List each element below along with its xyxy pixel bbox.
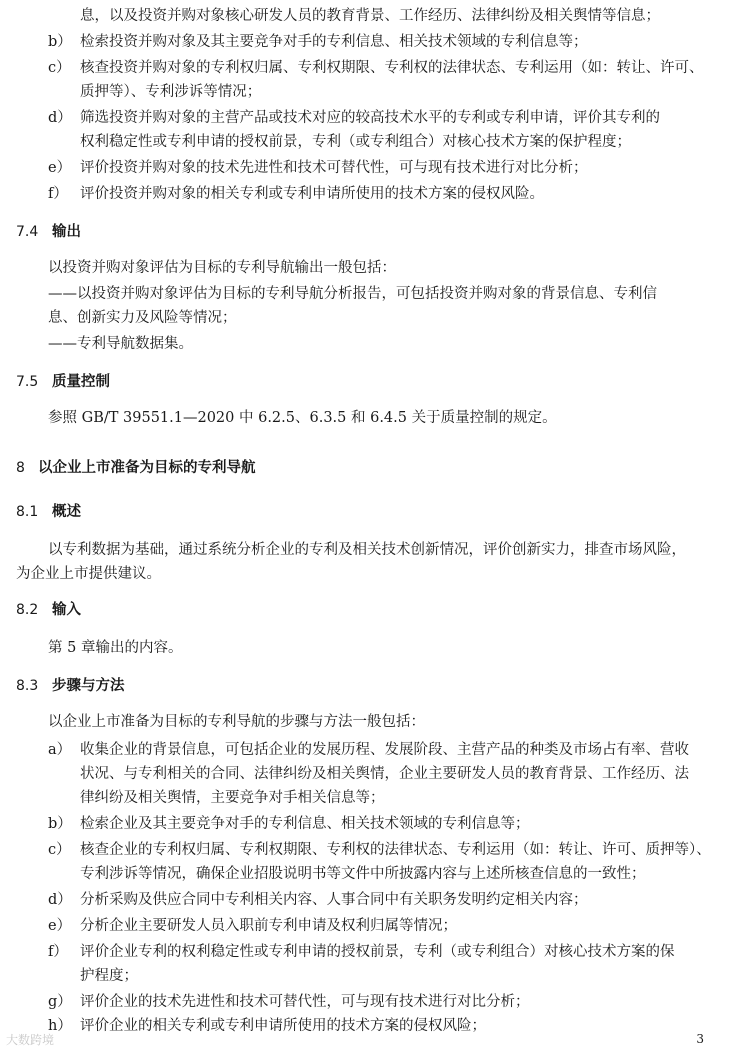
- s75-text: 参照 GB/T 39551.1—2020 中 6.2.5、6.3.5 和 6.4.5 关于质量控制的规定。: [48, 410, 557, 426]
- watermark-logo: 大数跨境: [6, 1033, 55, 1047]
- list-item-e: 评价投资并购对象的技术先进性和技术可替代性，可与现有技术进行对比分析；: [80, 160, 588, 176]
- list-item-c-line2: 质押等）、专利涉诉等情况；: [80, 84, 262, 100]
- s83-label-d: d）: [48, 892, 72, 908]
- s83-item-f-line2: 护程度；: [80, 968, 138, 984]
- s81-line2: 为企业上市提供建议。: [16, 566, 161, 582]
- s83-item-a-line3: 律纠纷及相关舆情，主要竞争对手相关信息等；: [80, 790, 385, 806]
- section-number-7-4: 7.4: [16, 224, 39, 240]
- s83-label-h: h）: [48, 1018, 72, 1034]
- list-label-b: b）: [48, 34, 72, 50]
- s83-item-f-line1: 评价企业专利的权利稳定性或专利申请的授权前景，专利（或专利组合）对核心技术方案的保: [80, 944, 675, 960]
- chapter-number-8: 8: [16, 460, 25, 476]
- list-item-f: 评价投资并购对象的相关专利或专利申请所使用的技术方案的侵权风险。: [80, 186, 544, 202]
- s83-item-a-line2: 状况、与专利相关的合同、法律纠纷及相关舆情，企业主要研发人员的教育背景、工作经历、法: [80, 766, 689, 782]
- s83-item-c-line1: 核查企业的专利权归属、专利权期限、专利权的法律状态、专利运用（如：转让、许可、质押等）、: [80, 842, 711, 858]
- list-label-c: c）: [48, 60, 71, 76]
- section-number-8-2: 8.2: [16, 602, 39, 618]
- s83-label-b: b）: [48, 816, 72, 832]
- s83-label-g: g）: [48, 994, 72, 1010]
- section-title-8-2: 输入: [52, 602, 81, 618]
- s74-dash1-line1: ——以投资并购对象评估为目标的专利导航分析报告，可包括投资并购对象的背景信息、专利信: [48, 286, 657, 302]
- s83-item-h: 评价企业的相关专利或专利申请所使用的技术方案的侵权风险；: [80, 1018, 486, 1034]
- section-number-8-3: 8.3: [16, 678, 39, 694]
- chapter-title-8: 以企业上市准备为目标的专利导航: [38, 460, 256, 476]
- section-title-7-5: 质量控制: [52, 374, 110, 390]
- s83-item-c-line2: 专利涉诉等情况，确保企业招股说明书等文件中所披露内容与上述所核查信息的一致性；: [80, 866, 646, 882]
- s74-dash1-line2: 息、创新实力及风险等情况；: [48, 310, 237, 326]
- list-label-f: f）: [48, 186, 68, 202]
- section-number-8-1: 8.1: [16, 504, 39, 520]
- s83-item-g: 评价企业的技术先进性和技术可替代性，可与现有技术进行对比分析；: [80, 994, 530, 1010]
- s81-line1: 以专利数据为基础，通过系统分析企业的专利及相关技术创新情况，评价创新实力，排查市场风险，: [48, 542, 686, 558]
- list-item-b: 检索投资并购对象及其主要竞争对手的专利信息、相关技术领域的专利信息等；: [80, 34, 588, 50]
- section-title-8-3: 步骤与方法: [52, 678, 125, 694]
- page-number: 3: [696, 1032, 704, 1046]
- list-label-d: d）: [48, 110, 72, 126]
- section-number-7-5: 7.5: [16, 374, 39, 390]
- s74-intro: 以投资并购对象评估为目标的专利导航输出一般包括：: [48, 260, 396, 276]
- s83-intro: 以企业上市准备为目标的专利导航的步骤与方法一般包括：: [48, 714, 425, 730]
- section-title-7-4: 输出: [52, 224, 81, 240]
- s83-label-f: f）: [48, 944, 68, 960]
- s74-dash2: ——专利导航数据集。: [48, 336, 193, 352]
- s83-label-a: a）: [48, 742, 72, 758]
- list-label-e: e）: [48, 160, 72, 176]
- list-item-d-line2: 权利稳定性或专利申请的授权前景，专利（或专利组合）对核心技术方案的保护程度；: [80, 134, 631, 150]
- s83-item-e: 分析企业主要研发人员入职前专利申请及权利归属等情况；: [80, 918, 457, 934]
- s83-label-c: c）: [48, 842, 71, 858]
- list-item-d-line1: 筛选投资并购对象的主营产品或技术对应的较高技术水平的专利或专利申请，评价其专利的: [80, 110, 660, 126]
- s82-text: 第 5 章输出的内容。: [48, 640, 183, 656]
- s83-item-a-line1: 收集企业的背景信息，可包括企业的发展历程、发展阶段、主营产品的种类及市场占有率、营收: [80, 742, 689, 758]
- list-item-c-line1: 核查投资并购对象的专利权归属、专利权期限、专利权的法律状态、专利运用（如：转让、许可、: [80, 60, 704, 76]
- section-title-8-1: 概述: [52, 504, 81, 520]
- s83-item-d: 分析采购及供应合同中专利相关内容、人事合同中有关职务发明约定相关内容；: [80, 892, 588, 908]
- s83-label-e: e）: [48, 918, 72, 934]
- list-item-continuation: 息，以及投资并购对象核心研发人员的教育背景、工作经历、法律纠纷及相关舆情等信息；: [80, 8, 660, 24]
- s83-item-b: 检索企业及其主要竞争对手的专利信息、相关技术领域的专利信息等；: [80, 816, 530, 832]
